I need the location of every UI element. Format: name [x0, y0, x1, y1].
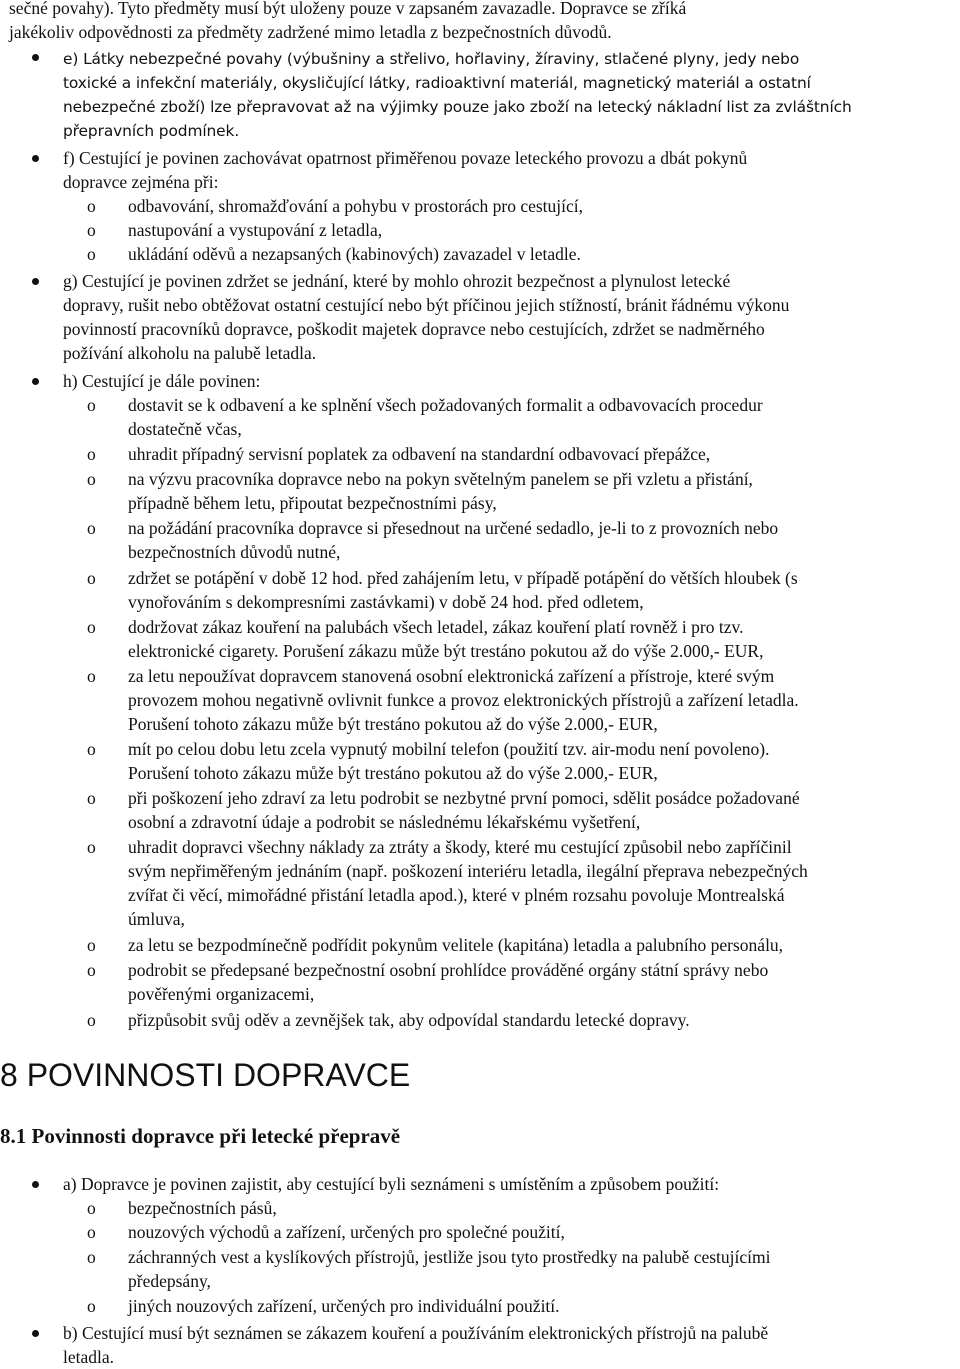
paragraph-h-line: h) Cestující je dále povinen: — [63, 371, 261, 391]
paragraph-g-line: požívání alkoholu na palubě letadla. — [63, 343, 317, 363]
sub-marker: o — [87, 666, 96, 686]
list-item: dostatečně včas, — [128, 419, 242, 439]
list-item: ukládání oděvů a nezapsaných (kabinových) zavazadel v letadle. — [128, 244, 581, 264]
paragraph-f-line: f) Cestující je povinen zachovávat opatrnost přiměřenou povaze leteckého provozu a dbát pokynů — [63, 148, 748, 168]
list-item: bezpečnostních důvodů nutné, — [128, 542, 341, 562]
sub-marker: o — [87, 837, 96, 857]
bullet-icon — [32, 378, 39, 385]
paragraph-g-line: dopravy, rušit nebo obtěžovat ostatní cestující nebo být příčinou jejich stížností, bránit řádnému výkonu — [63, 295, 790, 315]
text-line: sečné povahy). Tyto předměty musí být uloženy pouze v zapsaném zavazadle. Dopravce se zříká — [9, 0, 687, 18]
list-item: vynořováním s dekompresními zastávkami) v době 24 hod. před odletem, — [128, 592, 644, 612]
list-item: odbavování, shromažďování a pohybu v prostorách pro cestující, — [128, 196, 584, 216]
paragraph-e-line: e) Látky nebezpečné povahy (výbušniny a střelivo, hořlaviny, žíraviny, stlačené plyny, jedy nebo — [63, 50, 800, 68]
list-item: za letu se bezpodmínečně podřídit pokynům velitele (kapitána) letadla a palubního personálu, — [128, 935, 784, 955]
list-item: bezpečnostních pásů, — [128, 1198, 277, 1218]
list-item: Porušení tohoto zákazu může být trestáno pokutou až do výše 2.000,- EUR, — [128, 763, 658, 783]
list-item: nouzových východů a zařízení, určených pro společné použití, — [128, 1222, 565, 1242]
paragraph-b-line: b) Cestující musí být seznámen se zákazem kouření a používáním elektronických přístrojů na palubě — [63, 1323, 769, 1343]
list-item: předepsány, — [128, 1271, 211, 1291]
list-item: elektronické cigarety. Porušení zákazu může být trestáno pokutou až do výše 2.000,- EUR, — [128, 641, 764, 661]
list-item: uhradit dopravci všechny náklady za ztráty a škody, které mu cestující způsobil nebo zapříčinil — [128, 837, 792, 857]
sub-marker: o — [87, 568, 96, 588]
list-item: nastupování a vystupování z letadla, — [128, 220, 383, 240]
sub-marker: o — [87, 244, 96, 264]
sub-marker: o — [87, 220, 96, 240]
sub-marker: o — [87, 1296, 96, 1316]
list-item: při poškození jeho zdraví za letu podrobit se nezbytné první pomoci, sdělit posádce požadované — [128, 788, 800, 808]
list-item: záchranných vest a kyslíkových přístrojů, jestliže jsou tyto prostředky na palubě cestujícími — [128, 1247, 771, 1267]
sub-marker: o — [87, 935, 96, 955]
list-item: Porušení tohoto zákazu může být trestáno pokutou až do výše 2.000,- EUR, — [128, 714, 658, 734]
sub-marker: o — [87, 1198, 96, 1218]
list-item: podrobit se předepsané bezpečnostní osobní prohlídce prováděné orgány státní správy nebo — [128, 960, 769, 980]
list-item: jiných nouzových zařízení, určených pro individuální použití. — [128, 1296, 560, 1316]
paragraph-e-line: přepravních podmínek. — [63, 122, 240, 140]
list-item: za letu nepoužívat dopravcem stanovená osobní elektronická zařízení a přístroje, které svým — [128, 666, 775, 686]
list-item: úmluva, — [128, 909, 185, 929]
sub-marker: o — [87, 960, 96, 980]
sub-marker: o — [87, 395, 96, 415]
list-item: dodržovat zákaz kouření na palubách všech letadel, zákaz kouření platí rovněž i pro tzv. — [128, 617, 744, 637]
list-item: mít po celou dobu letu zcela vypnutý mobilní telefon (použití tzv. air-modu není povoleno). — [128, 739, 770, 759]
section-heading: 8 POVINNOSTI DOPRAVCE — [0, 1057, 411, 1093]
sub-marker: o — [87, 617, 96, 637]
sub-marker: o — [87, 1010, 96, 1030]
list-item: dostavit se k odbavení a ke splnění všech požadovaných formalit a odbavovacích procedur — [128, 395, 763, 415]
list-item: provozem mohou negativně ovlivnit funkce a provoz elektronických přístrojů a zařízení letadla. — [128, 690, 799, 710]
sub-marker: o — [87, 1222, 96, 1242]
list-item: na výzvu pracovníka dopravce nebo na pokyn světelným panelem se při vzletu a přistání, — [128, 469, 753, 489]
list-item: uhradit případný servisní poplatek za odbavení na standardní odbavovací přepážce, — [128, 444, 711, 464]
paragraph-e-line: nebezpečné zboží) lze přepravovat až na výjimky pouze jako zboží na letecký nákladní list za zvláštních — [63, 98, 852, 116]
sub-marker: o — [87, 1247, 96, 1267]
list-item: osobní a zdravotní údaje a podrobit se následnému lékařskému vyšetření, — [128, 812, 641, 832]
paragraph-e-line: toxické a infekční materiály, okysličující látky, radioaktivní materiál, magnetický materiál a ostatní — [63, 74, 811, 92]
sub-marker: o — [87, 469, 96, 489]
paragraph-b-line: letadla. — [63, 1347, 115, 1367]
list-item: případně během letu, připoutat bezpečnostními pásy, — [128, 493, 497, 513]
list-item: svým nepřiměřeným jednáním (např. poškození interiéru letadla, ilegální přeprava nebezpečných — [128, 861, 808, 881]
list-item: zdržet se potápění v době 12 hod. před zahájením letu, v případě potápění do větších hloubek (s — [128, 568, 798, 588]
paragraph-g-line: g) Cestující je povinen zdržet se jednání, které by mohlo ohrozit bezpečnost a plynulost letecké — [63, 271, 731, 291]
paragraph-f-line: dopravce zejména při: — [63, 172, 219, 192]
bullet-icon — [32, 1181, 39, 1188]
sub-marker: o — [87, 444, 96, 464]
list-item: přizpůsobit svůj oděv a zevnějšek tak, aby odpovídal standardu letecké dopravy. — [128, 1010, 690, 1030]
sub-marker: o — [87, 788, 96, 808]
bullet-icon — [32, 155, 39, 162]
text-line: jakékoliv odpovědnosti za předměty zadržené mimo letadla z bezpečnostních důvodů. — [9, 22, 612, 42]
sub-marker: o — [87, 196, 96, 216]
bullet-icon — [32, 54, 39, 61]
list-item: pověřenými organizacemi, — [128, 984, 315, 1004]
list-item: na požádání pracovníka dopravce si přesednout na určené sedadlo, je-li to z provozních nebo — [128, 518, 779, 538]
paragraph-a-line: a) Dopravce je povinen zajistit, aby cestující byli seznámeni s umístěním a způsobem použití: — [63, 1174, 720, 1194]
sub-marker: o — [87, 518, 96, 538]
list-item: zvířat či věcí, mimořádné přistání letadla apod.), které v plném rozsahu povoluje Montrealská — [128, 885, 785, 905]
paragraph-g-line: povinností pracovníků dopravce, poškodit majetek dopravce nebo cestujících, zdržet se nadměrného — [63, 319, 765, 339]
bullet-icon — [32, 278, 39, 285]
bullet-icon — [32, 1330, 39, 1337]
subsection-heading: 8.1 Povinnosti dopravce při letecké přepravě — [0, 1124, 401, 1148]
sub-marker: o — [87, 739, 96, 759]
